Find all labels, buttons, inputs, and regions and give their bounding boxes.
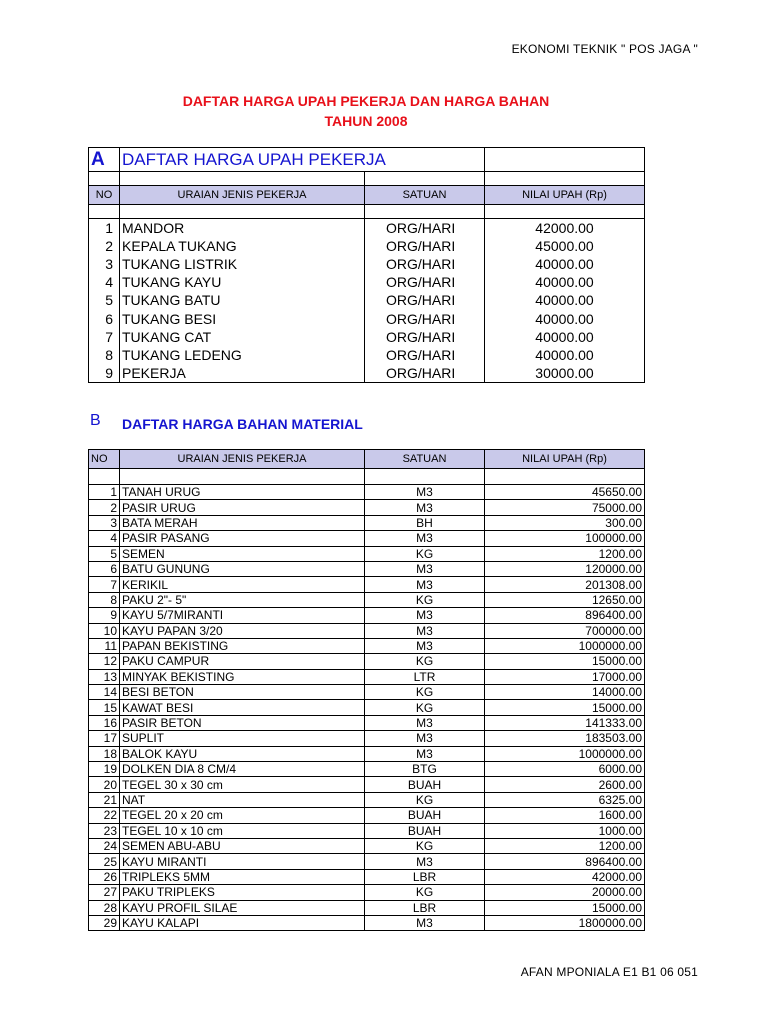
table-row [89,219,645,237]
row-number: 5 [89,291,120,309]
empty-cell [120,172,365,186]
table-row [89,746,645,761]
table-row [89,328,645,346]
document-title: DAFTAR HARGA UPAH PEKERJA DAN HARGA BAHAN [182,93,550,109]
item-unit: M3 [365,485,485,500]
item-unit: M3 [365,623,485,638]
item-description: PAKU 2"- 5" [120,592,365,607]
item-value: 201308.00 [485,577,645,592]
item-unit: M3 [365,915,485,930]
page-header: EKONOMI TEKNIK " POS JAGA " [511,42,698,56]
empty-cell [89,469,120,485]
row-number: 21 [89,792,120,807]
item-description: TUKANG LEDENG [120,346,365,364]
row-number: 22 [89,808,120,823]
table-row [89,808,645,823]
item-value: 896400.00 [485,854,645,869]
item-unit: M3 [365,731,485,746]
item-unit: ORG/HARI [365,291,485,309]
item-value: 1800000.00 [485,915,645,930]
row-number: 3 [89,515,120,530]
empty-cell [89,205,120,219]
row-number: 19 [89,762,120,777]
item-value: 40000.00 [485,255,645,273]
item-unit: KG [365,592,485,607]
item-description: BESI BETON [120,685,365,700]
item-description: TUKANG CAT [120,328,365,346]
item-description: KAYU MIRANTI [120,854,365,869]
item-unit: BH [365,515,485,530]
table-row [89,273,645,291]
item-description: TEGEL 30 x 30 cm [120,777,365,792]
table-row [89,700,645,715]
item-description: TEGEL 20 x 20 cm [120,808,365,823]
item-unit: KG [365,685,485,700]
row-number: 20 [89,777,120,792]
column-header-description: URAIAN JENIS PEKERJA [120,450,365,469]
item-value: 12650.00 [485,592,645,607]
item-description: KAYU PAPAN 3/20 [120,623,365,638]
table-row [89,255,645,273]
item-value: 40000.00 [485,309,645,327]
item-unit: M3 [365,854,485,869]
item-description: SUPLIT [120,731,365,746]
item-value: 1200.00 [485,546,645,561]
item-description: PASIR BETON [120,715,365,730]
empty-cell [485,205,645,219]
table-row [89,885,645,900]
row-number: 4 [89,273,120,291]
item-value: 1000000.00 [485,746,645,761]
item-description: TUKANG BESI [120,309,365,327]
item-description: TUKANG KAYU [120,273,365,291]
table-row [89,654,645,669]
item-unit: M3 [365,715,485,730]
row-number: 10 [89,623,120,638]
item-unit: BTG [365,762,485,777]
item-description: NAT [120,792,365,807]
item-unit: ORG/HARI [365,328,485,346]
item-value: 42000.00 [485,219,645,237]
item-unit: BUAH [365,808,485,823]
table-row [89,854,645,869]
item-value: 1200.00 [485,838,645,853]
item-value: 30000.00 [485,364,645,382]
item-description: TUKANG BATU [120,291,365,309]
table-row [89,869,645,884]
empty-cell [365,205,485,219]
item-unit: M3 [365,608,485,623]
item-value: 75000.00 [485,500,645,515]
table-row [89,592,645,607]
item-unit: ORG/HARI [365,309,485,327]
item-value: 1600.00 [485,808,645,823]
column-header-value: NILAI UPAH (Rp) [485,186,645,205]
item-unit: BUAH [365,823,485,838]
row-number: 25 [89,854,120,869]
item-description: BALOK KAYU [120,746,365,761]
item-value: 300.00 [485,515,645,530]
item-value: 40000.00 [485,328,645,346]
column-header-unit: SATUAN [365,186,485,205]
item-description: TANAH URUG [120,485,365,500]
item-description: KERIKIL [120,577,365,592]
item-unit: KG [365,885,485,900]
column-header-unit: SATUAN [365,450,485,469]
row-number: 6 [89,561,120,576]
item-value: 17000.00 [485,669,645,684]
item-value: 40000.00 [485,346,645,364]
row-number: 29 [89,915,120,930]
table-row [89,838,645,853]
labor-rows [89,219,645,383]
table-row [89,500,645,515]
row-number: 2 [89,237,120,255]
row-number: 9 [89,364,120,382]
item-description: BATA MERAH [120,515,365,530]
table-row [89,608,645,623]
table-row [89,792,645,807]
table-row [89,669,645,684]
table-row [89,364,645,382]
row-number: 7 [89,577,120,592]
item-description: KAYU KALAPI [120,915,365,930]
item-description: BATU GUNUNG [120,561,365,576]
row-number: 5 [89,546,120,561]
item-unit: M3 [365,746,485,761]
table-row [89,531,645,546]
item-description: TEGEL 10 x 10 cm [120,823,365,838]
item-value: 40000.00 [485,291,645,309]
item-unit: ORG/HARI [365,219,485,237]
item-description: KAYU 5/7MIRANTI [120,608,365,623]
row-number: 2 [89,500,120,515]
item-description: PAKU TRIPLEKS [120,885,365,900]
empty-cell [485,172,645,186]
item-unit: LTR [365,669,485,684]
item-value: 6325.00 [485,792,645,807]
item-description: TRIPLEKS 5MM [120,869,365,884]
item-unit: ORG/HARI [365,237,485,255]
item-value: 1000.00 [485,823,645,838]
table-row [89,823,645,838]
table-header-row [89,450,645,469]
row-number: 7 [89,328,120,346]
table-row [89,685,645,700]
empty-cell [89,172,120,186]
item-description: KAWAT BESI [120,700,365,715]
row-number: 18 [89,746,120,761]
item-unit: LBR [365,869,485,884]
table-row [89,309,645,327]
material-price-table [88,449,645,931]
row-number: 9 [89,608,120,623]
empty-cell [365,469,485,485]
row-number: 8 [89,592,120,607]
item-value: 2600.00 [485,777,645,792]
table-row [89,638,645,653]
item-description: KAYU PROFIL SILAE [120,900,365,915]
item-unit: LBR [365,900,485,915]
item-unit: BUAH [365,777,485,792]
empty-cell [365,172,485,186]
item-unit: KG [365,700,485,715]
item-value: 15000.00 [485,900,645,915]
column-header-description: URAIAN JENIS PEKERJA [120,186,365,205]
row-number: 1 [89,219,120,237]
item-description: PAPAN BEKISTING [120,638,365,653]
item-value: 141333.00 [485,715,645,730]
item-value: 15000.00 [485,654,645,669]
section-a-letter: A [89,148,120,172]
item-unit: ORG/HARI [365,346,485,364]
section-b-letter: B [90,412,101,429]
item-value: 1000000.00 [485,638,645,653]
item-description: MINYAK BEKISTING [120,669,365,684]
table-row [89,762,645,777]
table-row [89,237,645,255]
table-row [89,715,645,730]
table-row [89,346,645,364]
row-number: 6 [89,309,120,327]
row-number: 17 [89,731,120,746]
column-header-value: NILAI UPAH (Rp) [485,450,645,469]
item-description: PAKU CAMPUR [120,654,365,669]
item-unit: M3 [365,577,485,592]
table-row [89,291,645,309]
row-number: 11 [89,638,120,653]
section-b-title: DAFTAR HARGA BAHAN MATERIAL [122,416,363,432]
row-number: 14 [89,685,120,700]
row-number: 24 [89,838,120,853]
row-number: 12 [89,654,120,669]
empty-cell [485,469,645,485]
item-description: KEPALA TUKANG [120,237,365,255]
item-value: 14000.00 [485,685,645,700]
item-description: MANDOR [120,219,365,237]
row-number: 13 [89,669,120,684]
item-unit: ORG/HARI [365,255,485,273]
item-value: 15000.00 [485,700,645,715]
table-row [89,777,645,792]
row-number: 26 [89,869,120,884]
item-value: 45000.00 [485,237,645,255]
item-description: TUKANG LISTRIK [120,255,365,273]
item-unit: KG [365,654,485,669]
item-value: 120000.00 [485,561,645,576]
labor-wage-table [88,147,645,383]
row-number: 27 [89,885,120,900]
table-header-row [89,186,645,205]
column-header-no: NO [89,450,120,469]
item-value: 896400.00 [485,608,645,623]
row-number: 15 [89,700,120,715]
item-unit: M3 [365,500,485,515]
item-unit: ORG/HARI [365,364,485,382]
table-row [89,515,645,530]
item-unit: KG [365,838,485,853]
table-row [89,915,645,930]
document-subtitle-year: TAHUN 2008 [324,113,408,129]
item-unit: M3 [365,638,485,653]
item-unit: ORG/HARI [365,273,485,291]
item-value: 700000.00 [485,623,645,638]
row-number: 1 [89,485,120,500]
table-row [89,546,645,561]
empty-cell [120,469,365,485]
empty-cell [485,148,645,172]
table-row [89,561,645,576]
item-value: 40000.00 [485,273,645,291]
item-value: 6000.00 [485,762,645,777]
table-row [89,577,645,592]
table-row [89,623,645,638]
section-a-title: DAFTAR HARGA UPAH PEKERJA [120,148,485,172]
page-footer: AFAN MPONIALA E1 B1 06 051 [520,965,698,979]
table-row [89,900,645,915]
row-number: 8 [89,346,120,364]
item-unit: M3 [365,531,485,546]
item-description: SEMEN [120,546,365,561]
empty-cell [120,205,365,219]
row-number: 28 [89,900,120,915]
item-unit: M3 [365,561,485,576]
item-description: SEMEN ABU-ABU [120,838,365,853]
row-number: 4 [89,531,120,546]
item-value: 45650.00 [485,485,645,500]
item-unit: KG [365,792,485,807]
item-value: 42000.00 [485,869,645,884]
row-number: 16 [89,715,120,730]
row-number: 3 [89,255,120,273]
item-description: PEKERJA [120,364,365,382]
column-header-no: NO [89,186,120,205]
item-value: 20000.00 [485,885,645,900]
item-value: 183503.00 [485,731,645,746]
table-row [89,731,645,746]
item-unit: KG [365,546,485,561]
item-description: DOLKEN DIA 8 CM/4 [120,762,365,777]
item-description: PASIR URUG [120,500,365,515]
item-description: PASIR PASANG [120,531,365,546]
material-rows [89,485,645,931]
table-row [89,485,645,500]
row-number: 23 [89,823,120,838]
item-value: 100000.00 [485,531,645,546]
